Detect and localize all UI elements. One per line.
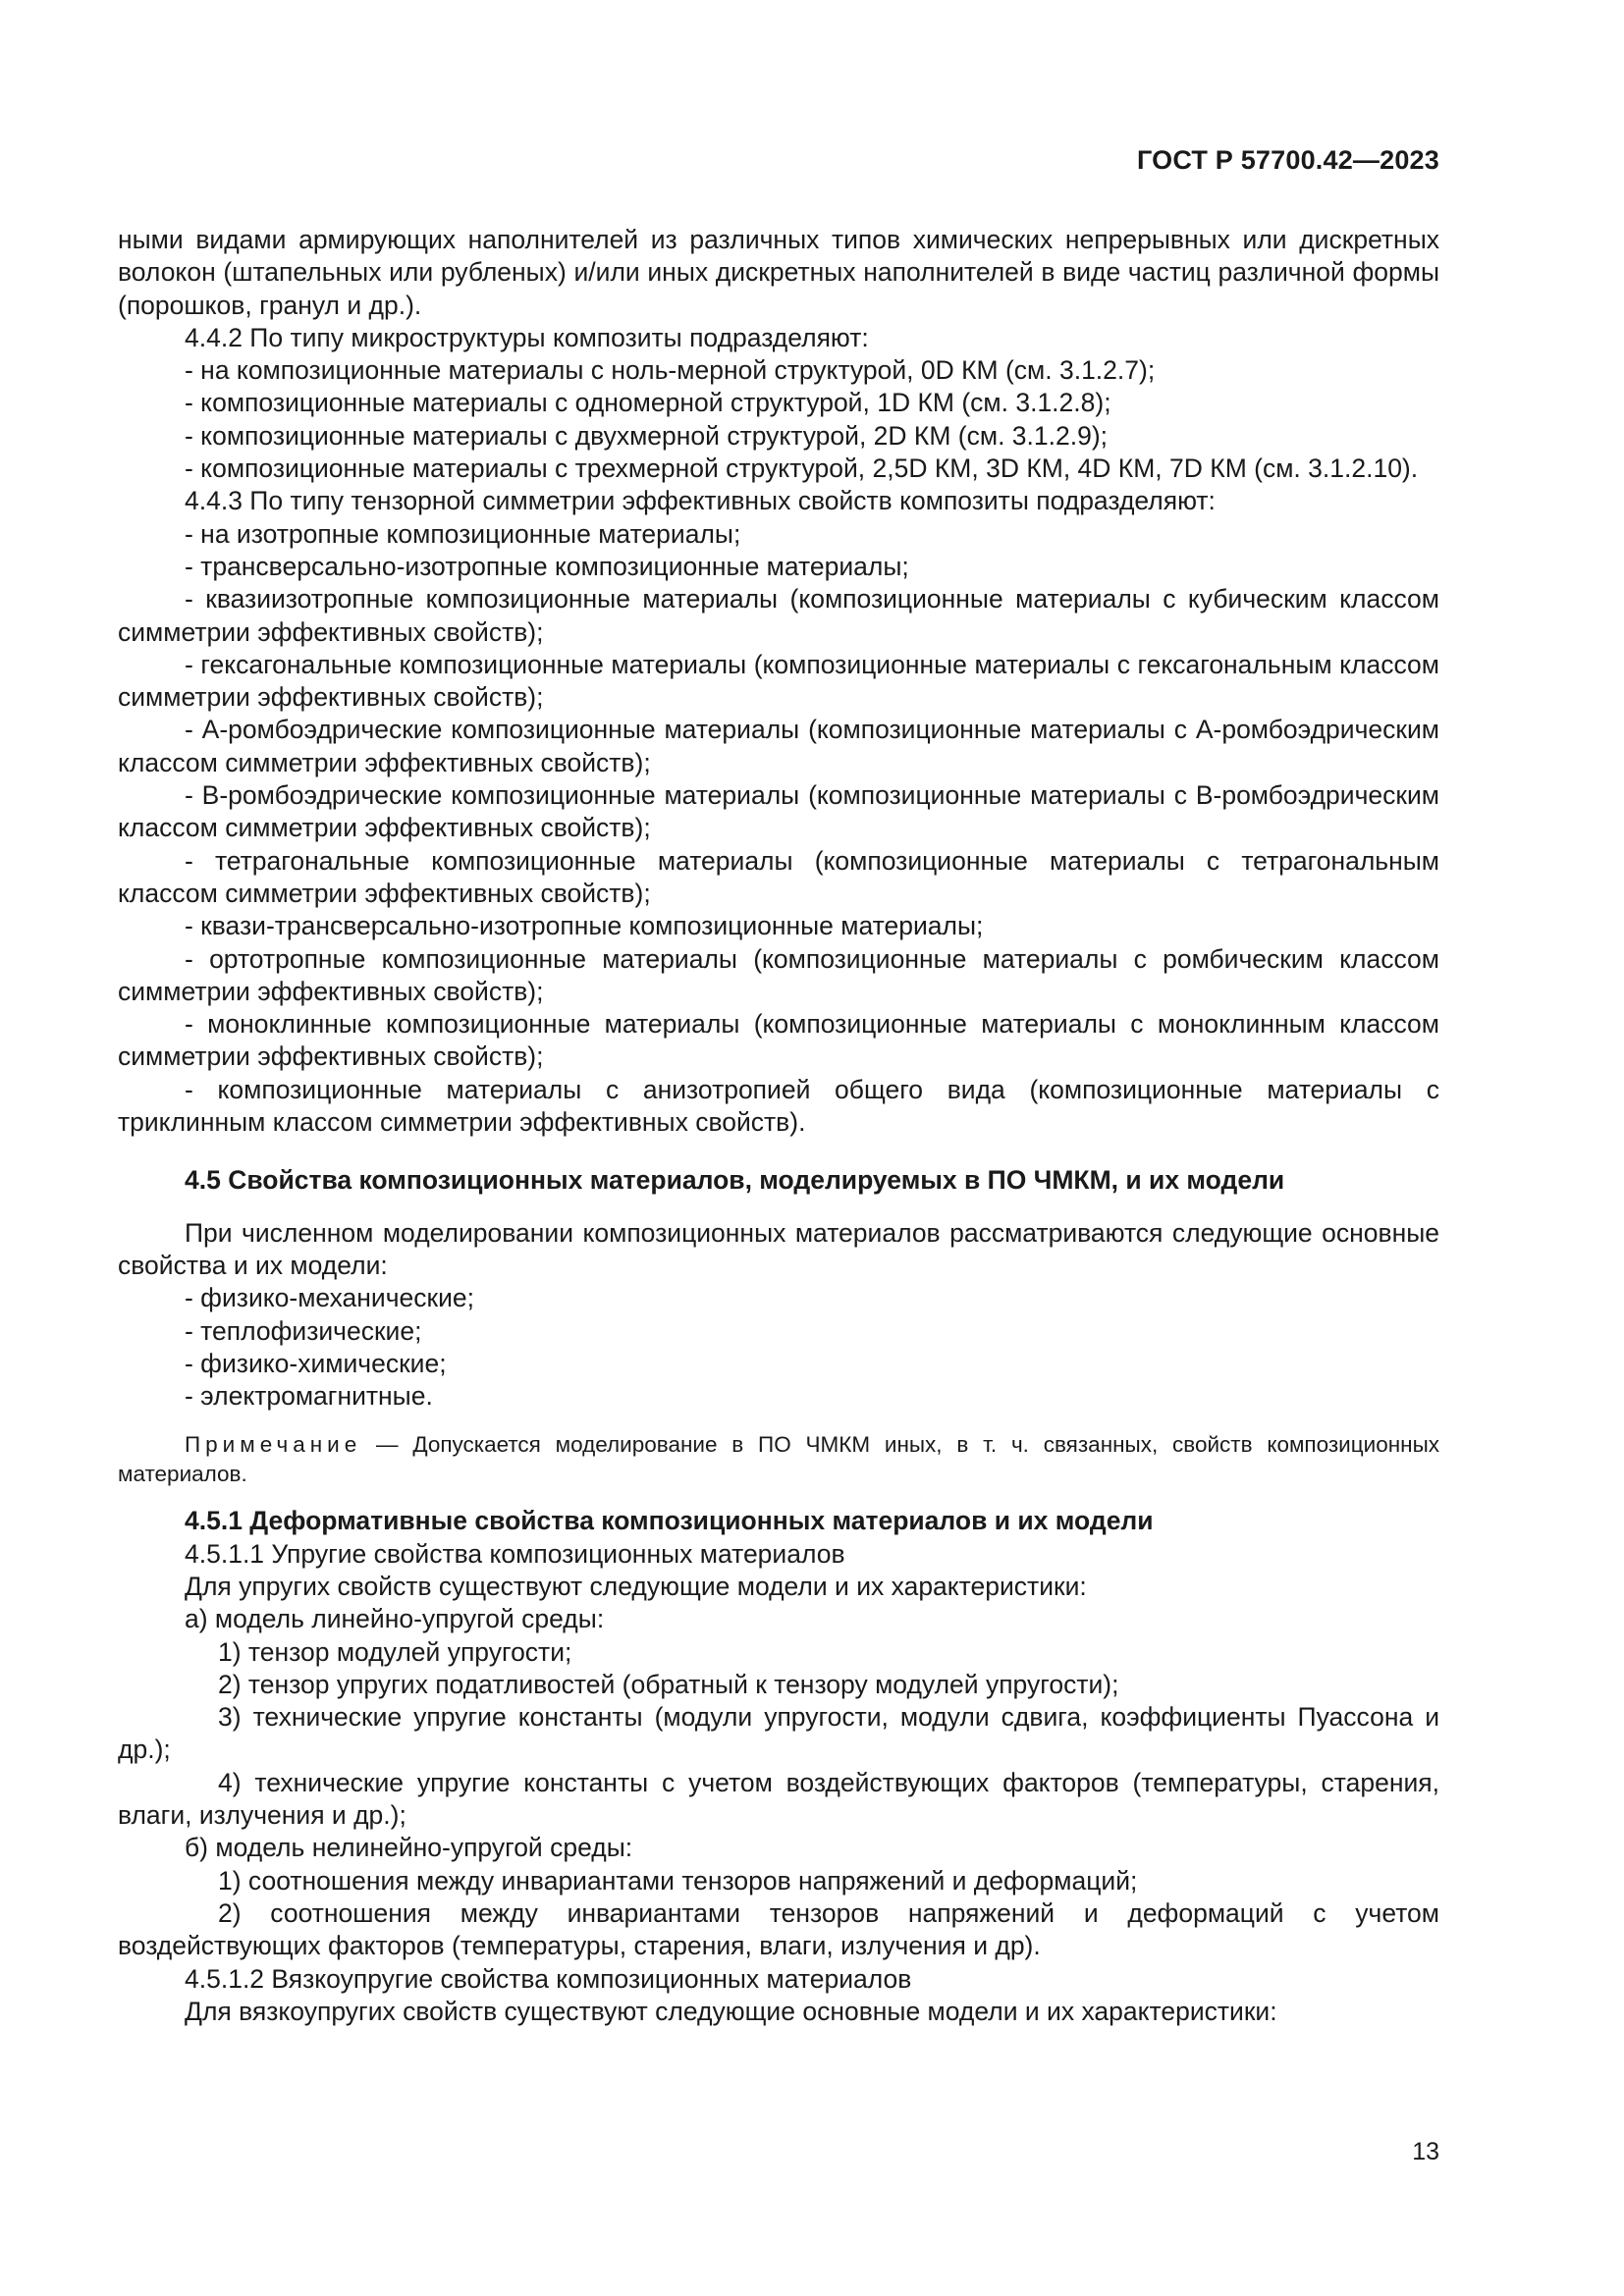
list-item: - композиционные материалы с двухмерной структурой, 2D КМ (см. 3.1.2.9); <box>185 420 1109 451</box>
clause-4-5-1-2: 4.5.1.2 Вязкоупругие свойства композиционных материалов <box>185 1963 912 1994</box>
note-text: — Допускается моделирование в ПО ЧМКМ иных, в т. ч. связанных, свойств композиционных материалов. <box>118 1432 1439 1487</box>
page-number: 13 <box>1412 2138 1439 2165</box>
list-item: - В-ромбоэдрические композиционные материалы (композиционные материалы с В-ромбоэдрическим классом симметрии эффективных свойств); <box>118 780 1439 843</box>
note-label: Примечание <box>185 1432 362 1458</box>
list-item: - квази-трансверсально-изотропные композиционные материалы; <box>185 911 984 941</box>
list-item: - трансверсально-изотропные композиционные материалы; <box>185 551 909 581</box>
clause-4-4-3: 4.4.3 По типу тензорной симметрии эффективных свойств композиты подразделяют: <box>185 486 1216 516</box>
list-item: - электромагнитные. <box>185 1381 433 1412</box>
list-item: - тетрагональные композиционные материалы (композиционные материалы с тетрагональным классом симметрии эффективных свойств); <box>118 845 1439 908</box>
paragraph-continued: ными видами армирующих наполнителей из различных типов химических непрерывных или дискретных волокон (штапельных или рубленых) и/или иных дискретных наполнителей в виде частиц различной формы (порошков, гранул и др.). <box>118 225 1439 320</box>
list-item: - квазиизотропные композиционные материалы (композиционные материалы с кубическим классом симметрии эффективных свойств); <box>118 584 1439 647</box>
list-item: - на композиционные материалы с ноль-мерной структурой, 0D КМ (см. 3.1.2.7); <box>185 355 1156 386</box>
section-heading-4-5: 4.5 Свойства композиционных материалов, моделируемых в ПО ЧМКМ, и их модели <box>185 1165 1285 1196</box>
page-body <box>118 224 1439 2028</box>
list-item: - моноклинные композиционные материалы (композиционные материалы с моноклинным классом симметрии эффективных свойств); <box>118 1009 1439 1072</box>
document-header: ГОСТ Р 57700.42—2023 <box>1137 145 1439 175</box>
list-item: - на изотропные композиционные материалы; <box>185 518 741 549</box>
clause-4-4-2: 4.4.2 По типу микроструктуры композиты подразделяют: <box>185 322 869 352</box>
list-item: - теплофизические; <box>185 1315 422 1346</box>
section-heading-4-5-1: 4.5.1 Деформативные свойства композиционных материалов и их модели <box>185 1506 1154 1536</box>
list-item: - физико-механические; <box>185 1283 474 1313</box>
list-item: 1) тензор модулей упругости; <box>218 1636 572 1667</box>
paragraph: Для упругих свойств существуют следующие модели и их характеристики: <box>185 1571 1087 1601</box>
paragraph: При численном моделировании композиционных материалов рассматриваются следующие основные свойства и их модели: <box>118 1217 1439 1280</box>
paragraph: Для вязкоупругих свойств существуют следующие основные модели и их характеристики: <box>185 1996 1277 2026</box>
list-item: 2) тензор упругих податливостей (обратный к тензору модулей упругости); <box>218 1669 1119 1699</box>
list-item: - физико-химические; <box>185 1348 447 1378</box>
note <box>118 1430 1439 1489</box>
list-item: 4) технические упругие константы с учетом воздействующих факторов (температуры, старения, влаги, излучения и др.); <box>118 1767 1439 1831</box>
list-item: а) модель линейно-упругой среды: <box>185 1604 605 1634</box>
list-item: - композиционные материалы с анизотропией общего вида (композиционные материалы с триклинным классом симметрии эффективных свойств). <box>118 1074 1439 1138</box>
list-item: б) модель нелинейно-упругой среды: <box>185 1833 633 1863</box>
clause-4-5-1-1: 4.5.1.1 Упругие свойства композиционных материалов <box>185 1538 845 1569</box>
list-item: - композиционные материалы с трехмерной структурой, 2,5D КМ, 3D КМ, 4D КМ, 7D КМ (см. 3.1.2.10). <box>185 454 1419 484</box>
list-item: - ортотропные композиционные материалы (композиционные материалы с ромбическим классом симметрии эффективных свойств); <box>118 943 1439 1006</box>
list-item: - композиционные материалы с одномерной структурой, 1D КМ (см. 3.1.2.8); <box>185 388 1111 418</box>
list-item: - А-ромбоэдрические композиционные материалы (композиционные материалы с А-ромбоэдрическим классом симметрии эффективных свойств); <box>118 715 1439 777</box>
list-item: 1) соотношения между инвариантами тензоров напряжений и деформаций; <box>218 1865 1138 1896</box>
list-item: - гексагональные композиционные материалы (композиционные материалы с гексагональным классом симметрии эффективных свойств); <box>118 649 1439 713</box>
list-item: 3) технические упругие константы (модули упругости, модули сдвига, коэффициенты Пуассона и др.); <box>118 1702 1439 1765</box>
list-item: 2) соотношения между инвариантами тензоров напряжений и деформаций с учетом воздействующих факторов (температуры, старения, влаги, излучения и др). <box>118 1897 1439 1961</box>
